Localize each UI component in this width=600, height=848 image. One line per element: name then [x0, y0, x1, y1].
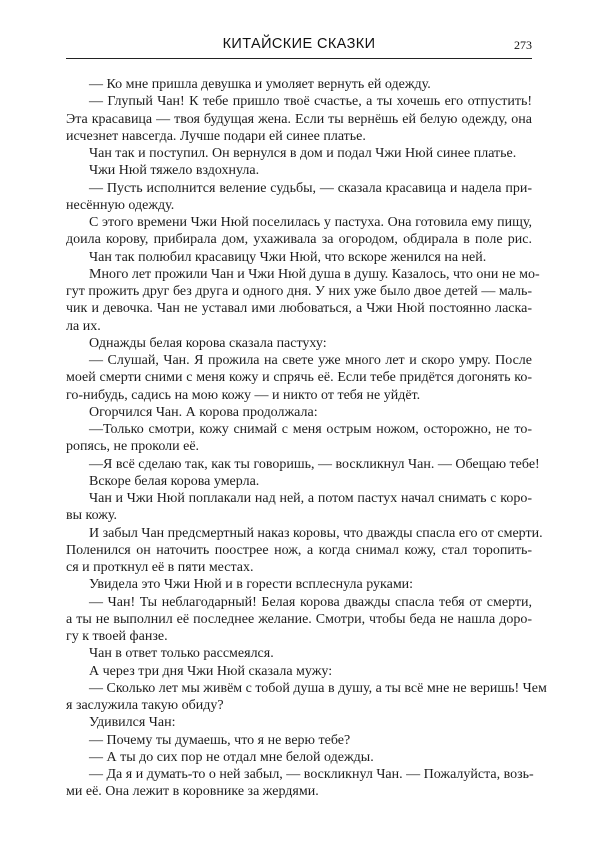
text-line: —Я всё сделаю так, как ты говоришь, — воскликнул Чан. — Обещаю тебе! — [89, 456, 540, 472]
text-line: — Чан! Ты неблагодарный! Белая корова дважды спасла тебя от смерти, — [89, 594, 532, 610]
text-line: ропясь, не проколи её. — [66, 439, 200, 455]
text-line: Вскоре белая корова умерла. — [89, 473, 260, 489]
story-text — [66, 76, 547, 801]
text-line: несённую одежду. — [66, 197, 175, 213]
text-line: И забыл Чан предсмертный наказ коровы, что дважды спасла его от смерти. — [89, 525, 543, 541]
text-line: —Только смотри, кожу снимай с меня острым ножом, осторожно, не то- — [89, 422, 532, 437]
text-line: — А ты до сих пор не отдал мне белой одежды. — [89, 749, 374, 765]
text-line: чик и девочка. Чан не уставал ими любоваться, а Чжи Нюй постоянно ласка- — [66, 301, 532, 317]
text-line: — Глупый Чан! К тебе пришло твоё счастье, а ты хочешь его отпустить! — [89, 94, 532, 110]
text-line: — Слушай, Чан. Я прожила на свете уже много лет и скоро умру. После — [89, 353, 532, 368]
text-line: Однажды белая корова сказала пастуху: — [89, 335, 327, 351]
text-line: Увидела это Чжи Нюй и в горести всплеснула руками: — [89, 577, 414, 593]
text-line: Чан в ответ только рассмеялся. — [89, 646, 274, 662]
text-line: ся и проткнул её в пяти местах. — [66, 560, 254, 575]
text-line: а ты не выполнил её последнее желание. Смотри, чтобы беда не нашла доро- — [66, 611, 532, 627]
text-line: А через три дня Чжи Нюй сказала мужу: — [89, 663, 333, 679]
text-line: ми её. Она лежит в коровнике за жердями. — [66, 784, 319, 800]
page-number: 273 — [514, 38, 532, 52]
text-line: вы кожу. — [66, 508, 118, 524]
running-title: КИТАЙСКИЕ СКАЗКИ — [222, 36, 376, 52]
text-line: Поленился он наточить поострее нож, а когда снимал кожу, стал торопить- — [66, 542, 532, 558]
running-header — [66, 36, 532, 59]
text-line: го-нибудь, садись на мою кожу — и никто от тебя не уйдёт. — [66, 387, 421, 403]
text-line: гу к твоей фанзе. — [66, 629, 168, 644]
text-line: моей смерти сними с меня кожу и спрячь её. Если тебе придётся догонять ко- — [66, 370, 532, 386]
text-line: исчезнет навсегда. Лучше подари ей синее платье. — [66, 128, 366, 144]
text-line: ла их. — [66, 318, 101, 334]
text-line: Чан так и поступил. Он вернулся в дом и подал Чжи Нюй синее платье. — [89, 146, 517, 161]
text-line: Эта красавица — твоя будущая жена. Если ты вернёшь ей белую одежду, она — [66, 111, 532, 127]
text-line: доила корову, прибирала дом, ухаживала за огородом, обдирала в поле рис. — [66, 232, 532, 248]
text-line: Удивился Чан: — [89, 715, 176, 731]
text-line: — Почему ты думаешь, что я не верю тебе? — [89, 732, 351, 748]
text-line: — Сколько лет мы живём с тобой душа в душу, а ты всё мне не веришь! Чем — [89, 680, 547, 696]
text-line: — Пусть исполнится веление судьбы, — сказала красавица и надела при- — [89, 180, 532, 196]
text-line: — Да я и думать-то о ней забыл, — воскликнул Чан. — Пожалуйста, возь- — [89, 767, 534, 782]
text-line: — Ко мне пришла девушка и умоляет вернуть ей одежду. — [89, 77, 431, 92]
text-line: Огорчился Чан. А корова продолжала: — [89, 404, 318, 420]
text-line: гут прожить друг без друга и одного дня. У них уже было двое детей — маль- — [66, 284, 532, 299]
text-line: Много лет прожили Чан и Чжи Нюй душа в душу. Казалось, что они не мо- — [89, 266, 540, 282]
text-line: Чан так полюбил красавицу Чжи Нюй, что вскоре женился на ней. — [89, 249, 487, 265]
text-line: С этого времени Чжи Нюй поселилась у пастуха. Она готовила ему пищу, — [89, 215, 532, 230]
text-line: Чжи Нюй тяжело вздохнула. — [89, 163, 260, 179]
text-line: я заслужила такую обиду? — [66, 698, 224, 713]
text-line: Чан и Чжи Нюй поплакали над ней, а потом пастух начал снимать с коро- — [89, 491, 532, 506]
